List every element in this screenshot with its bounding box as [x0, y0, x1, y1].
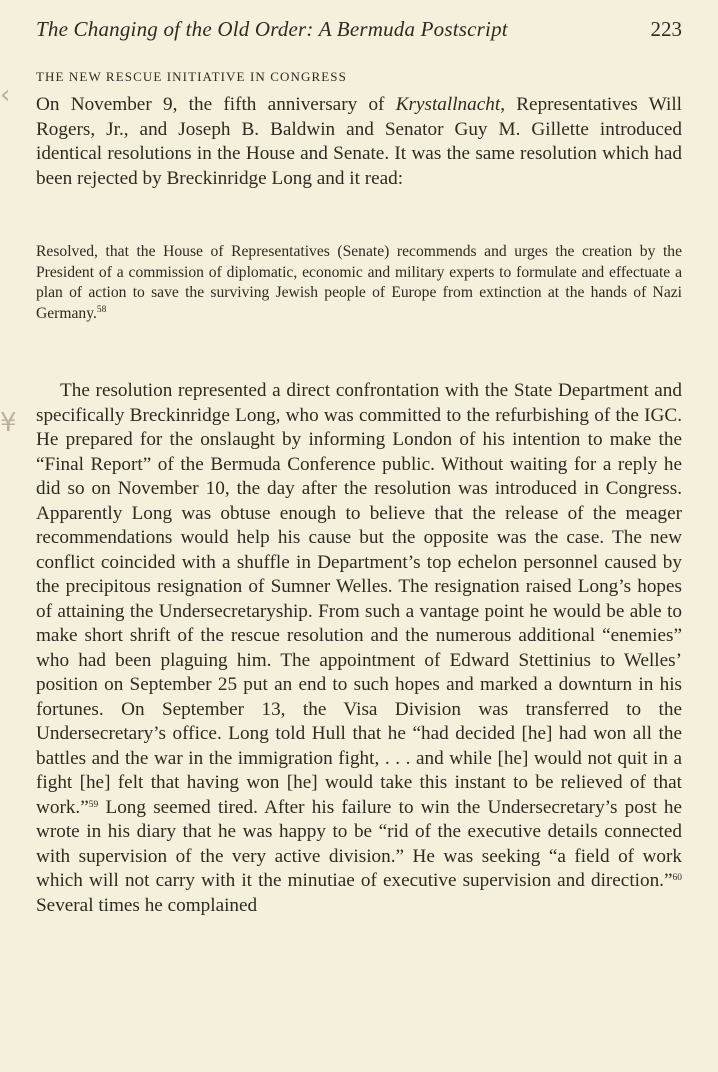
- italic-term: Krystallnacht: [395, 94, 501, 115]
- block-quote: [36, 242, 682, 324]
- page-number: 223: [650, 17, 682, 41]
- running-header: [36, 14, 682, 44]
- section-heading: THE NEW RESCUE INITIATIVE IN CONGRESS: [36, 69, 347, 84]
- chapter-title: The Changing of the Old Order: A Bermuda Postscript: [36, 17, 508, 41]
- footnote-ref-60[interactable]: 60: [672, 873, 682, 883]
- paragraph-1: [36, 93, 682, 191]
- block-quote-text: Resolved, that the House of Representatives (Senate) recommends and urges the creation by the President of a commission of diplomatic, economic and military experts to formulate and effectuate a plan of action to save the surviving Jewish people of Europe from extinction at the hands of Nazi Germany.: [36, 243, 682, 322]
- paragraph-1-text-a: On November 9, the fifth anniversary of: [36, 94, 396, 115]
- margin-scribble-mark: ¥: [0, 408, 17, 438]
- paragraph-1-text-b: , Representatives Will Rogers, Jr., and Joseph B. Baldwin and Senator Guy M. Gillette introduced identical resolutions in the House and Senate. It was the same resolution which had been rejected by Breckinridge Long and it read:: [36, 94, 682, 189]
- paragraph-2-text-c: Several times he complained: [36, 894, 258, 916]
- paragraph-2-text-a: The resolution represented a direct confrontation with the State Department and specifically Breckinridge Long, who was committed to the refurbishing of the IGC. He prepared for the onslaught by informing London of his intention to make the “Final Report” of the Bermuda Conference public. Without waiting for a reply he did so on November 10, the day after the resolution was introduced in Congress. Apparently Long was obtuse enough to believe that the release of the meager recommendations would help his cause but the opposite was the case. The new conflict coincided with a shuffle in Department’s top echelon personnel caused by the precipitous resignation of Sumner Welles. The resignation raised Long’s hopes of attaining the Undersecretaryship. From such a vantage point he would be able to make short shrift of the rescue resolution and the numerous additional “enemies” who had been plaguing him. The appointment of Edward Stettinius to Welles’ position on September 25 put an end to such hopes and marked a downturn in his fortunes. On September 13, the Visa Division was transferred to the Undersecretary’s office. Long told Hull that he “had decided [he] had won all the battles and the war in the immigration fight, . . . and while [he] would not quit in a fight [he] felt that having won [he] would take this instant to be relieved of that work.”: [36, 380, 682, 818]
- paragraph-2-text-b: Long seemed tired. After his failure to win the Undersecretary’s post he wrote in his diary that he was happy to be “rid of the executive details connected with supervision of the very active division.” He was seeking “a field of work which will not carry with it the minutiae of executive supervision and direction.”: [36, 796, 682, 891]
- margin-bracket-mark: ‹: [0, 80, 11, 110]
- footnote-ref-58[interactable]: 58: [96, 304, 107, 315]
- paragraph-2: [36, 379, 682, 918]
- footnote-ref-59[interactable]: 59: [88, 799, 99, 810]
